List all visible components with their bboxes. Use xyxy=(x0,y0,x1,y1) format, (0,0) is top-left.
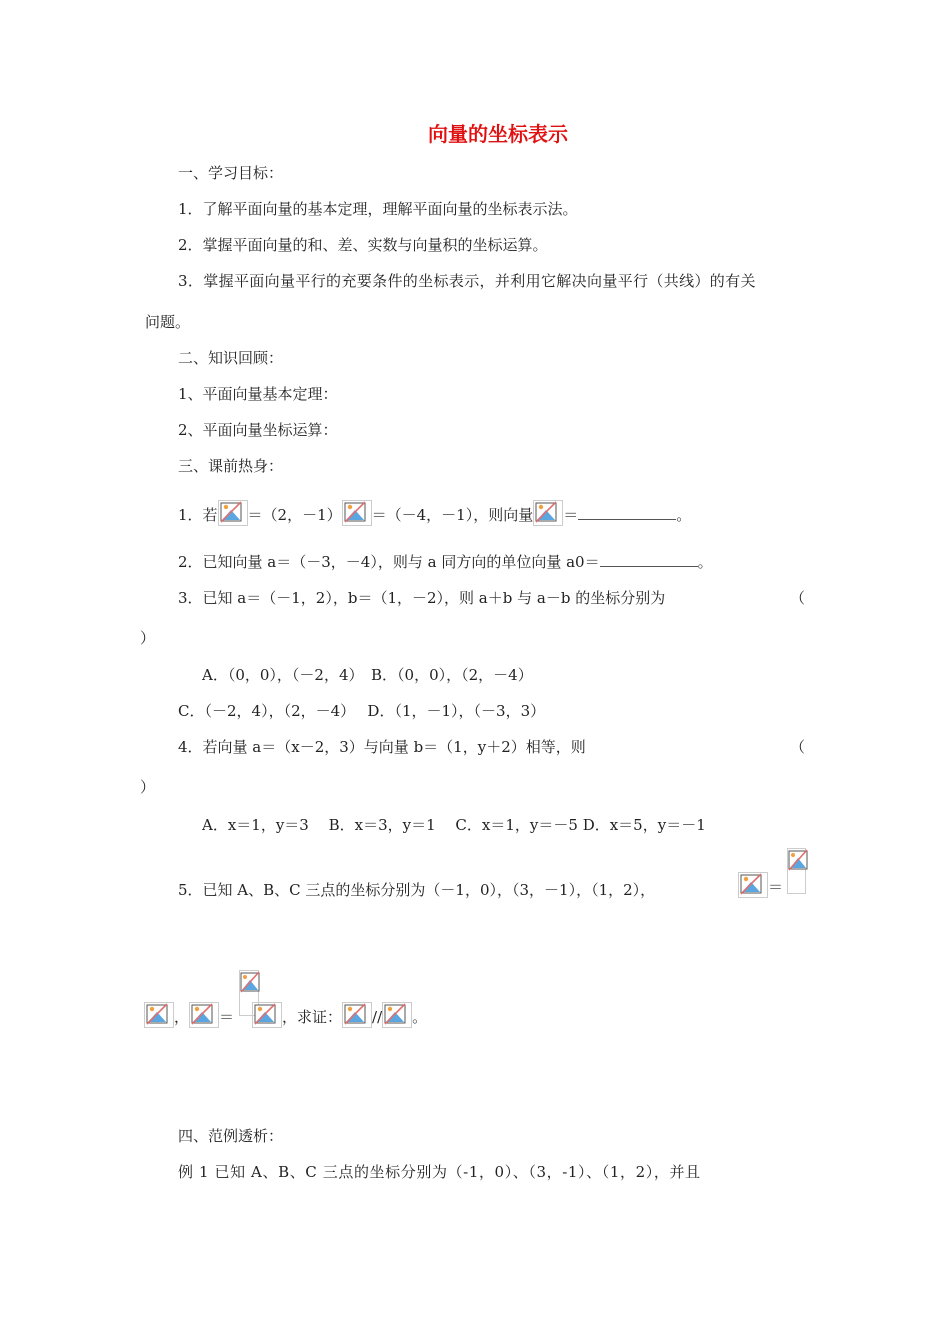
section-heading: 一、学习目标： xyxy=(178,164,284,182)
broken-image-icon xyxy=(738,872,768,898)
q5-text: ＝ xyxy=(219,1008,235,1026)
review-item: 1、平面向量基本定理： xyxy=(178,385,338,403)
question-5: 5．已知 A、B、C 三点的坐标分别为（－1，0），（3，－1），（1，2）， xyxy=(178,881,656,899)
q3-options-cd: C．（－2，4），（2，－4） D．（1，－1），（－3，3） xyxy=(178,702,546,720)
q1-text: 1．若 xyxy=(178,506,218,524)
q5-line2 xyxy=(144,1002,427,1028)
broken-image-icon xyxy=(342,500,372,526)
q3-options-ab: A．（0，0），（－2，4） B．（0，0），（2，－4） xyxy=(202,666,533,684)
q1-text: 。 xyxy=(676,506,692,524)
review-item: 2、平面向量坐标运算： xyxy=(178,421,338,439)
section-heading: 四、范例透析： xyxy=(178,1127,284,1145)
page-title: 向量的坐标表示 xyxy=(428,122,568,146)
q4-options: A．x＝1，y＝3 B．x＝3，y＝1 C．x＝1，y＝－5 D．x＝5，y＝－1 xyxy=(202,816,706,834)
answer-paren-open: （ xyxy=(790,738,806,756)
question-2 xyxy=(178,552,713,572)
q5-text: ＝ xyxy=(768,878,784,896)
goal-item-cont: 问题。 xyxy=(145,313,191,331)
broken-image-icon xyxy=(144,1002,174,1028)
q1-text: ＝ xyxy=(563,506,579,524)
broken-image-icon xyxy=(189,1002,219,1028)
answer-paren-close: ） xyxy=(140,778,156,796)
answer-paren-close: ） xyxy=(140,629,156,647)
broken-image-icon xyxy=(252,1002,282,1028)
q5-text: // xyxy=(372,1008,383,1026)
q5-text: ，求证： xyxy=(282,1008,343,1026)
q5-text: 。 xyxy=(412,1008,428,1026)
example-1: 例 1 已知 A、B、C 三点的坐标分别为（-1，0）、（3，-1）、（1，2），并且 xyxy=(178,1163,701,1181)
q5-text: ， xyxy=(174,1008,190,1026)
q1-text: ＝（－4，－1），则向量 xyxy=(371,506,534,524)
question-3: 3．已知 a＝（－1，2），b＝（1，－2），则 a＋b 与 a－b 的坐标分别为 xyxy=(178,589,666,607)
goal-item: 1．了解平面向量的基本定理，理解平面向量的坐标表示法。 xyxy=(178,200,578,218)
broken-image-icon xyxy=(533,500,563,526)
goal-item: 2．掌握平面向量的和、差、实数与向量积的坐标运算。 xyxy=(178,236,548,254)
question-1 xyxy=(178,500,691,526)
answer-blank[interactable] xyxy=(578,505,676,520)
section-heading: 三、课前热身： xyxy=(178,457,284,475)
broken-image-icon xyxy=(218,500,248,526)
goal-item: 3．掌握平面向量平行的充要条件的坐标表示，并利用它解决向量平行（共线）的有关 xyxy=(178,272,756,290)
question-4: 4．若向量 a＝（x－2，3）与向量 b＝（1，y＋2）相等，则 xyxy=(178,738,586,756)
q2-text: 。 xyxy=(697,553,713,571)
q2-text: 2．已知向量 a＝（－3，－4），则与 a 同方向的单位向量 a0＝ xyxy=(178,553,600,571)
answer-paren-open: （ xyxy=(790,589,806,607)
q1-text: ＝（2，－1） xyxy=(247,506,342,524)
q5-eq xyxy=(738,872,783,898)
section-heading: 二、知识回顾： xyxy=(178,349,284,367)
answer-blank[interactable] xyxy=(600,552,698,567)
broken-image-icon xyxy=(382,1002,412,1028)
broken-image-icon xyxy=(342,1002,372,1028)
broken-image-icon xyxy=(787,848,806,894)
